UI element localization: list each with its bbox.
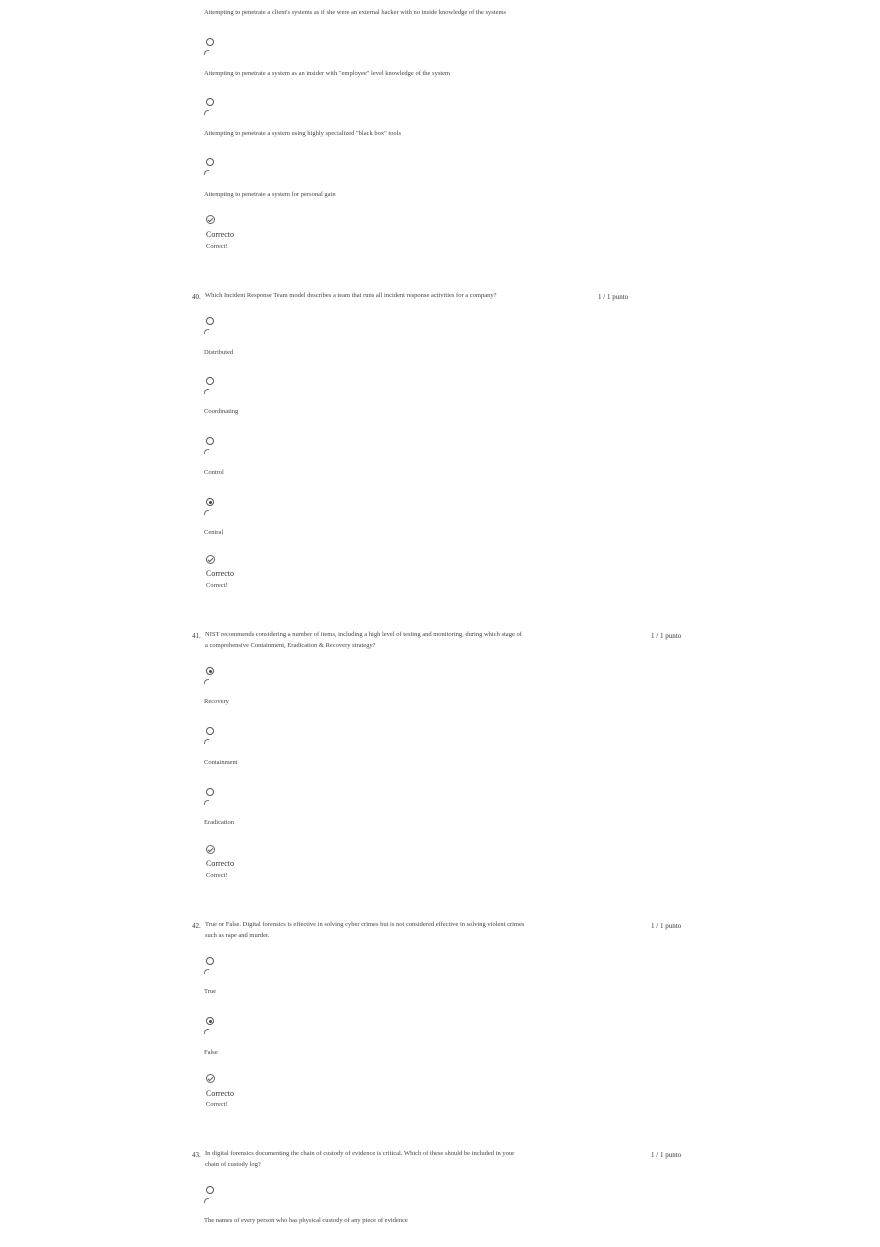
radio-button-selected-icon[interactable] [206, 667, 214, 675]
radio-button-icon[interactable] [206, 158, 214, 166]
radio-button-icon[interactable] [206, 377, 214, 385]
feedback-message: Correct! [206, 582, 228, 589]
check-circle-icon [206, 1074, 215, 1083]
option-label: Attempting to penetrate a client's systems as if she were an external hacker with no inside knowledge of the systems [204, 9, 507, 16]
radio-input-icon[interactable] [204, 449, 209, 454]
question-text-line-2: chain of custody log? [205, 1161, 261, 1168]
option-label: Attempting to penetrate a system for personal gain [204, 191, 336, 198]
option-label: Attempting to penetrate a system as an insider with "employee" level knowledge of the system [204, 70, 451, 77]
question-text-line-2: a comprehensive Containment, Eradication & Recovery strategy? [205, 642, 376, 649]
radio-button-icon[interactable] [206, 1186, 214, 1194]
question-number: 41. [192, 632, 201, 640]
option-label: Containment [204, 759, 238, 766]
radio-input-icon[interactable] [204, 510, 209, 515]
option-label: The names of every person who has physical custody of any piece of evidence [204, 1217, 408, 1224]
radio-input-icon[interactable] [204, 800, 209, 805]
radio-input-icon[interactable] [204, 329, 209, 334]
option-label: True [204, 988, 217, 995]
question-text-line-1: In digital forensics documenting the chain of custody of evidence is critical. Which of these should be included in your [205, 1150, 515, 1157]
question-text-line-1: NIST recommends considering a number of items, including a high level of testing and monitoring, during which stage of [205, 631, 522, 638]
question-text: Which Incident Response Team model describes a team that runs all incident response activities for a company? [205, 292, 497, 299]
option-label: False [204, 1049, 218, 1056]
radio-input-icon[interactable] [204, 110, 209, 115]
radio-input-icon[interactable] [204, 170, 209, 175]
radio-button-icon[interactable] [206, 727, 214, 735]
radio-button-icon[interactable] [206, 38, 214, 46]
question-text-line-2: such as rape and murder. [205, 932, 270, 939]
radio-input-icon[interactable] [204, 1029, 209, 1034]
question-number: 40. [192, 293, 201, 301]
feedback-title: Correcto [206, 859, 234, 868]
radio-button-selected-icon[interactable] [206, 1017, 214, 1025]
radio-button-icon[interactable] [206, 98, 214, 106]
score-label: 1 / 1 punto [598, 293, 629, 301]
score-label: 1 / 1 punto [651, 1151, 682, 1159]
feedback-message: Correct! [206, 243, 228, 250]
radio-input-icon[interactable] [204, 1198, 209, 1203]
radio-button-icon[interactable] [206, 788, 214, 796]
option-label: Recovery [204, 698, 229, 705]
feedback-title: Correcto [206, 569, 234, 578]
radio-button-icon[interactable] [206, 957, 214, 965]
feedback-message: Correct! [206, 872, 228, 879]
radio-button-selected-icon[interactable] [206, 498, 214, 506]
option-label: Distributed [204, 349, 234, 356]
radio-input-icon[interactable] [204, 389, 209, 394]
check-circle-icon [206, 215, 215, 224]
option-label: Central [204, 529, 224, 536]
question-text-line-1: True or False. Digital forensics is effective in solving cyber crimes but is not considered effective in solving violent crimes [205, 921, 525, 928]
radio-button-icon[interactable] [206, 437, 214, 445]
feedback-message: Correct! [206, 1101, 228, 1108]
radio-button-icon[interactable] [206, 317, 214, 325]
score-label: 1 / 1 punto [651, 632, 682, 640]
question-number: 42. [192, 922, 201, 930]
radio-input-icon[interactable] [204, 969, 209, 974]
option-label: Eradication [204, 819, 234, 826]
check-circle-icon [206, 845, 215, 854]
score-label: 1 / 1 punto [651, 922, 682, 930]
feedback-title: Correcto [206, 230, 234, 239]
option-label: Control [204, 469, 224, 476]
option-label: Coordinating [204, 408, 239, 415]
radio-input-icon[interactable] [204, 679, 209, 684]
question-number: 43. [192, 1151, 201, 1159]
feedback-title: Correcto [206, 1089, 234, 1098]
check-circle-icon [206, 555, 215, 564]
radio-input-icon[interactable] [204, 739, 209, 744]
radio-input-icon[interactable] [204, 50, 209, 55]
option-label: Attempting to penetrate a system using highly specialized "black box" tools [204, 130, 402, 137]
